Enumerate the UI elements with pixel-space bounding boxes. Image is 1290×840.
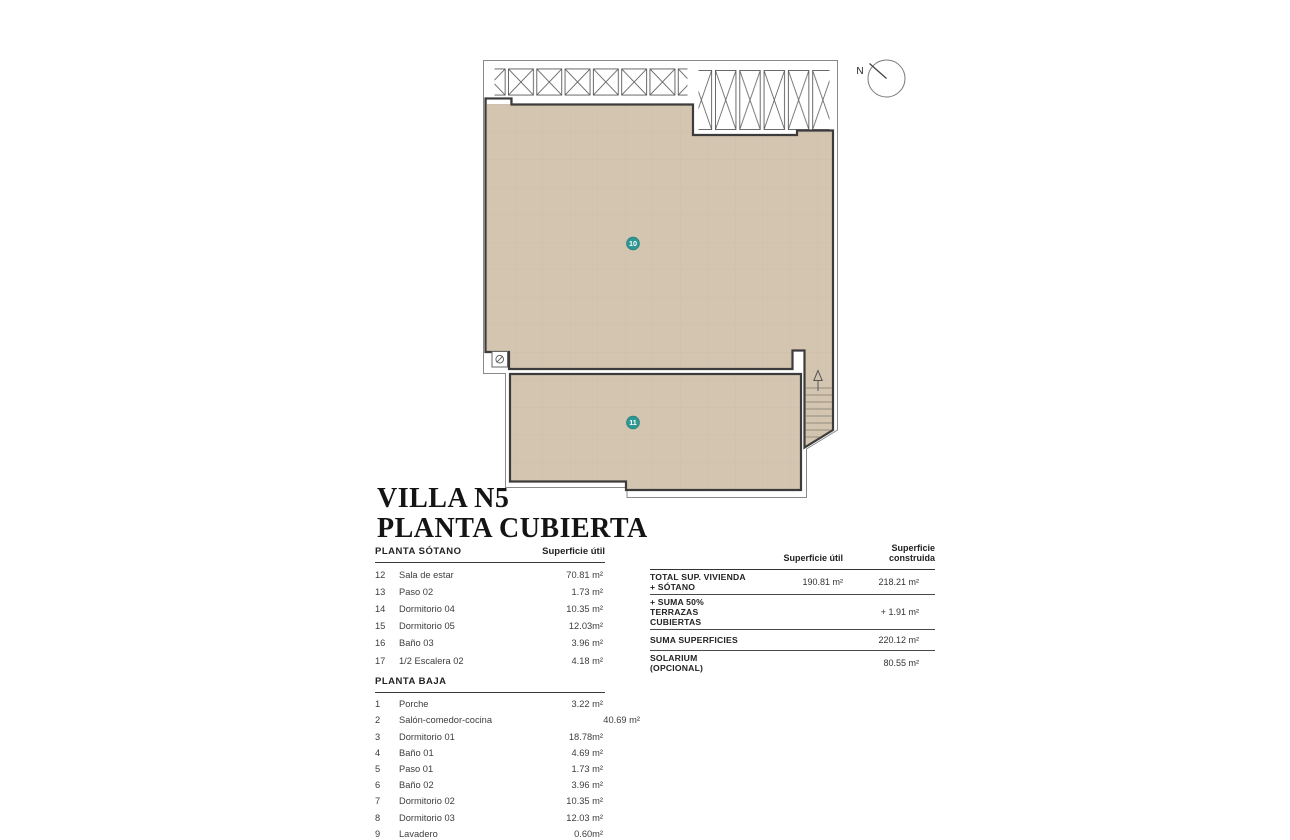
summary-label: TOTAL SUP. VIVIENDA + SÓTANO <box>650 572 746 592</box>
north-label: N <box>856 66 864 77</box>
row-number: 17 <box>375 655 386 666</box>
room-name: Sala de estar <box>399 569 454 580</box>
room-surfaces-table <box>375 546 640 840</box>
room-area: 12.03 m² <box>566 812 603 823</box>
room-area: 0.60m² <box>574 828 603 839</box>
table-row <box>375 809 605 825</box>
summary-label: + SUMA 50% TERRAZAS CUBIERTAS <box>650 597 704 627</box>
row-number: 3 <box>375 731 381 742</box>
table-row <box>375 652 605 669</box>
row-number: 7 <box>375 796 381 807</box>
room-name: Dormitorio 01 <box>399 731 455 742</box>
summary-construida-value: 218.21 m² <box>878 577 919 587</box>
room-area: 1.73 m² <box>571 586 603 597</box>
table-row <box>375 761 605 777</box>
baja-rows <box>375 696 640 840</box>
room-area: 3.96 m² <box>571 780 603 791</box>
area-marker-10-label: 10 <box>629 239 637 249</box>
row-number: 15 <box>375 621 386 632</box>
room-area: 10.35 m² <box>566 796 603 807</box>
row-number: 2 <box>375 715 381 726</box>
summary-row <box>650 630 935 651</box>
row-number: 1 <box>375 699 381 710</box>
sotano-section-header <box>375 546 605 563</box>
table-row <box>375 745 605 761</box>
room-name: Dormitorio 02 <box>399 796 455 807</box>
table-row <box>375 777 605 793</box>
room-name: Baño 03 <box>399 638 434 649</box>
table-row <box>375 618 605 635</box>
summary-util-value: 190.81 m² <box>802 577 843 587</box>
row-number: 5 <box>375 763 381 774</box>
row-number: 6 <box>375 780 381 791</box>
table-row <box>375 635 605 652</box>
summary-col-util-header: Superficie útil <box>783 553 843 563</box>
baja-section-title: PLANTA BAJA <box>375 676 447 688</box>
room-area: 3.96 m² <box>571 638 603 649</box>
summary-row <box>650 595 935 630</box>
room-area: 10.35 m² <box>566 603 603 614</box>
summary-label: SUMA SUPERFICIES <box>650 634 738 645</box>
row-number: 8 <box>375 812 381 823</box>
table-row <box>375 600 605 617</box>
sotano-rows <box>375 566 605 669</box>
row-number: 13 <box>375 586 386 597</box>
room-name: Dormitorio 05 <box>399 621 455 632</box>
room-name: 1/2 Escalera 02 <box>399 655 464 666</box>
surface-summary-table <box>650 543 935 675</box>
table-row <box>375 729 605 745</box>
area-marker-11-label: 11 <box>629 418 637 428</box>
table-row <box>375 826 605 840</box>
roof-drain-icon <box>492 352 508 368</box>
summary-row <box>650 570 935 595</box>
sotano-section-title: PLANTA SÓTANO <box>375 546 462 557</box>
room-area: 18.78m² <box>568 731 603 742</box>
north-arrow-icon <box>856 60 905 97</box>
room-name: Paso 01 <box>399 763 434 774</box>
table-row <box>375 566 605 583</box>
pergola-left-band <box>495 69 688 96</box>
summary-col-construida-header: Superficie construida <box>888 543 935 563</box>
area-marker-10 <box>627 237 640 250</box>
room-name: Dormitorio 04 <box>399 603 455 614</box>
summary-construida-value: 80.55 m² <box>883 657 919 668</box>
table-row <box>375 696 605 712</box>
table-row <box>375 793 605 809</box>
room-name: Paso 02 <box>399 586 434 597</box>
room-name: Salón-comedor-cocina <box>399 715 493 726</box>
room-name: Baño 01 <box>399 747 434 758</box>
room-area: 4.18 m² <box>571 655 603 666</box>
sheet-title-villa: VILLA N5 <box>377 483 510 514</box>
baja-section-header <box>375 676 605 693</box>
table-row <box>375 583 605 600</box>
room-area: 4.69 m² <box>571 747 603 758</box>
room-area: 70.81 m² <box>566 569 603 580</box>
table-row <box>375 712 640 728</box>
summary-header <box>650 543 935 570</box>
room-area: 40.69 m² <box>603 715 640 726</box>
area-marker-11 <box>627 416 640 429</box>
room-area: 12.03m² <box>568 621 603 632</box>
pergola-right-band <box>699 70 830 130</box>
summary-construida-value: 220.12 m² <box>878 634 919 645</box>
row-number: 14 <box>375 603 386 614</box>
room-area: 1.73 m² <box>571 763 603 774</box>
summary-label: SOLARIUM (OPCIONAL) <box>650 652 704 673</box>
summary-construida-value: + 1.91 m² <box>880 607 919 617</box>
row-number: 12 <box>375 569 386 580</box>
room-name: Dormitorio 03 <box>399 812 455 823</box>
roof-area-11-outline <box>510 374 801 490</box>
sheet-title-floor: PLANTA CUBIERTA <box>377 513 648 544</box>
room-name: Porche <box>399 699 429 710</box>
row-number: 9 <box>375 828 381 839</box>
summary-row <box>650 651 935 675</box>
room-name: Lavadero <box>399 828 438 839</box>
room-name: Baño 02 <box>399 780 434 791</box>
row-number: 4 <box>375 747 381 758</box>
room-area: 3.22 m² <box>571 699 603 710</box>
superficie-util-column-header: Superficie útil <box>542 546 605 557</box>
roof-corner-notch <box>487 100 510 104</box>
sheet-title <box>377 484 648 544</box>
row-number: 16 <box>375 638 386 649</box>
